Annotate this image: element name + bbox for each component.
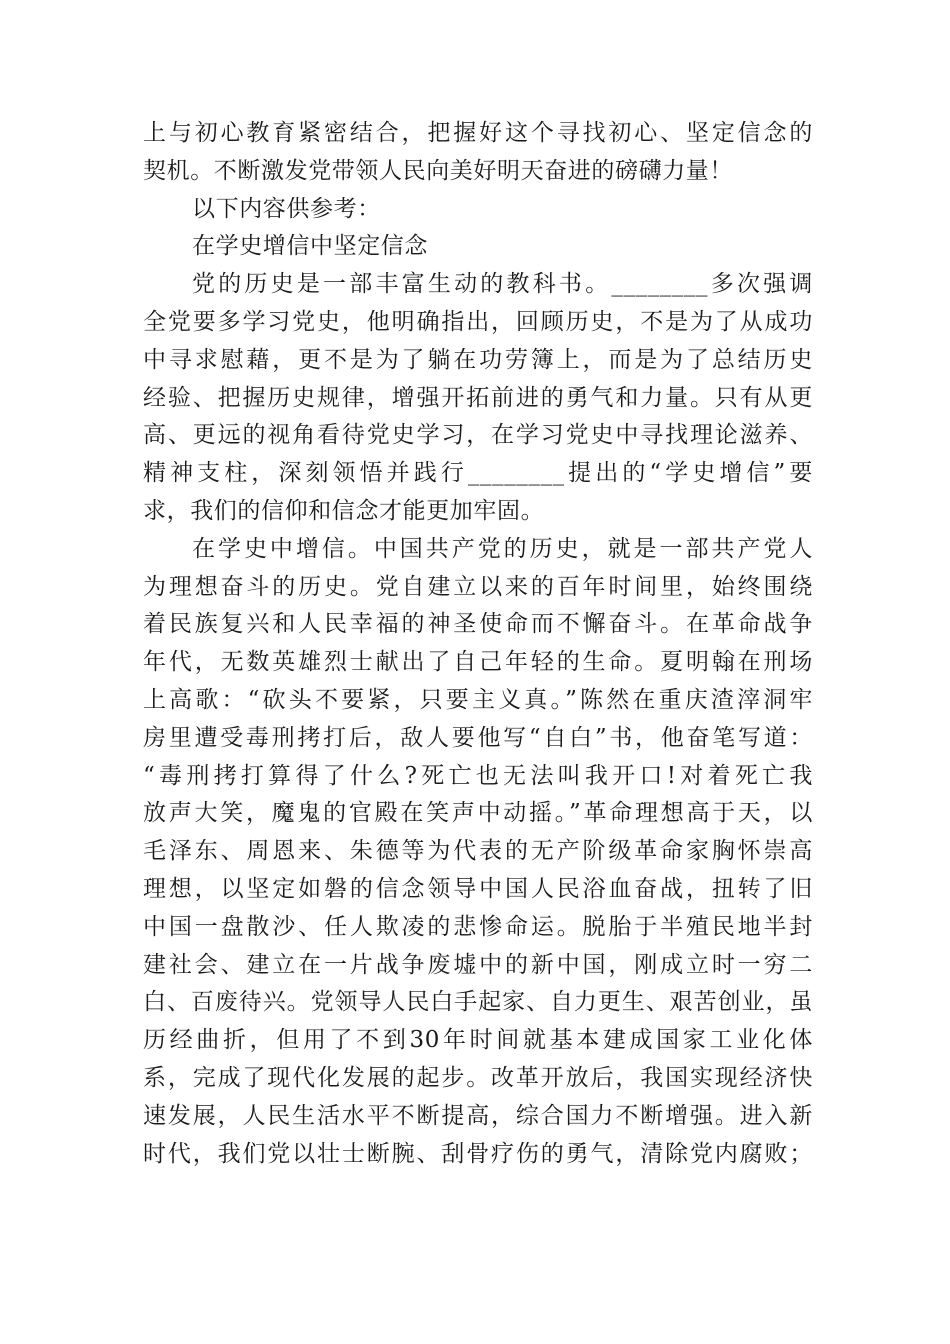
text-line: 契机。不断激发党带领人民向美好明天奋进的磅礴力量！ (143, 157, 733, 184)
text-line: 年代，无数英雄烈士献出了自己年轻的生命。夏明翰在刑场 (143, 649, 813, 676)
text-line: 上高歌：“砍头不要紧，只要主义真。”陈然在重庆渣滓洞牢 (143, 686, 813, 713)
text-line: 求，我们的信仰和信念才能更加牢固。 (143, 497, 545, 524)
text-line: 高、更远的视角看待党史学习，在学习党史中寻找理论滋养、 (143, 422, 813, 449)
text-line: 在学史中增信。中国共产党的历史，就是一部共产党人 (192, 535, 813, 562)
text-line: 历经曲折，但用了不到30年时间就基本建成国家工业化体 (143, 1027, 813, 1054)
text-line: 党的历史是一部丰富生动的教科书。________多次强调 (192, 271, 813, 298)
text-line: 在学史增信中坚定信念 (192, 233, 428, 260)
text-line: 速发展，人民生活水平不断提高，综合国力不断增强。进入新 (143, 1102, 813, 1129)
text-line: 精神支柱，深刻领悟并践行________提出的“学史增信”要 (143, 460, 813, 487)
text-line: 系，完成了现代化发展的起步。改革开放后，我国实现经济快 (143, 1064, 813, 1091)
body-text (143, 115, 813, 1173)
text-line: 上与初心教育紧密结合，把握好这个寻找初心、坚定信念的 (143, 120, 813, 146)
text-line: 着民族复兴和人民幸福的神圣使命而不懈奋斗。在革命战争 (143, 611, 813, 638)
text-line: 中国一盘散沙、任人欺凌的悲惨命运。脱胎于半殖民地半封 (143, 913, 813, 940)
text-line: 全党要多学习党史，他明确指出，回顾历史，不是为了从成功 (143, 308, 813, 335)
text-line: 房里遭受毒刑拷打后，敌人要他写“自白”书，他奋笔写道： (143, 724, 813, 751)
text-line: 建社会、建立在一片战争废墟中的新中国，刚成立时一穷二 (143, 951, 813, 978)
text-line: 放声大笑，魔鬼的官殿在笑声中动摇。”革命理想高于天，以 (143, 800, 813, 827)
text-line: 白、百废待兴。党领导人民白手起家、自力更生、艰苦创业，虽 (143, 989, 813, 1016)
text-line: 时代，我们党以壮士断腕、刮骨疗伤的勇气，清除党内腐败； (143, 1140, 813, 1167)
text-line: 毛泽东、周恩来、朱德等为代表的无产阶级革命家胸怀崇高 (143, 838, 813, 865)
text-line: 为理想奋斗的历史。党自建立以来的百年时间里，始终围绕 (143, 573, 813, 600)
text-line: “毒刑拷打算得了什么?死亡也无法叫我开口!对着死亡我 (143, 762, 813, 789)
text-line: 经验、把握历史规律，增强开拓前进的勇气和力量。只有从更 (143, 384, 813, 411)
text-line: 理想，以坚定如磐的信念领导中国人民浴血奋战，扭转了旧 (143, 875, 813, 902)
text-line: 中寻求慰藉，更不是为了躺在功劳簿上，而是为了总结历史 (143, 346, 813, 373)
text-line: 以下内容供参考： (192, 195, 381, 222)
